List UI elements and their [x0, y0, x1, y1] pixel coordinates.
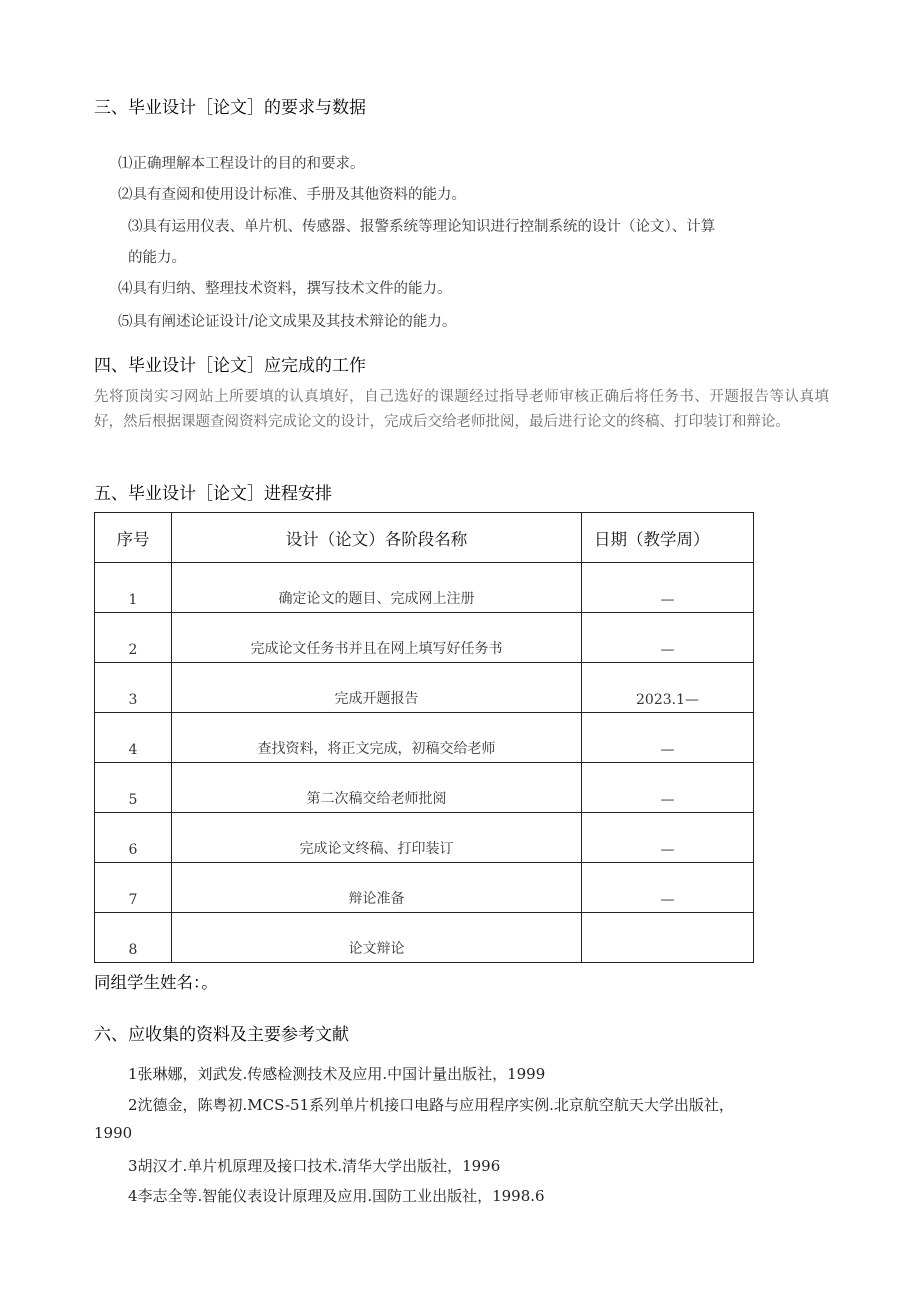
table-row	[95, 763, 754, 813]
row-stage-name: 确定论文的题目、完成网上注册	[172, 563, 582, 613]
table-row	[95, 713, 754, 763]
reference-2: 2沈德金，陈粤初.MCS-51系列单片机接口电路与应用程序实例.北京航空航天大学出版社，	[128, 1096, 734, 1114]
section6-title: 六、应收集的资料及主要参考文献	[94, 1025, 349, 1045]
row-stage-name: 完成论文任务书并且在网上填写好任务书	[172, 613, 582, 663]
row-stage-name: 论文辩论	[172, 913, 582, 963]
requirement-item-3-cont: 的能力。	[128, 250, 186, 266]
requirement-item-5: ⑸具有阐述论证设计/论文成果及其技术辩论的能力。	[118, 314, 457, 330]
reference-2-cont: 1990	[94, 1124, 133, 1142]
header-number: 序号	[95, 513, 172, 563]
reference-4: 4李志全等.智能仪表设计原理及应用.国防工业出版社，1998.6	[128, 1187, 545, 1205]
header-stage-name: 设计（论文）各阶段名称	[172, 513, 582, 563]
requirement-item-3: ⑶具有运用仪表、单片机、传感器、报警系统等理论知识进行控制系统的设计（论文）、计算	[128, 219, 716, 235]
table-header-row	[95, 513, 754, 563]
row-date	[582, 913, 754, 963]
row-number: 4	[95, 713, 172, 763]
header-date: 日期（教学周）	[582, 513, 754, 563]
requirement-item-2: ⑵具有查阅和使用设计标准、手册及其他资料的能力。	[118, 187, 466, 203]
schedule-table	[94, 512, 754, 963]
section3-title: 三、毕业设计［论文］的要求与数据	[94, 98, 366, 118]
table-row	[95, 563, 754, 613]
table-row	[95, 613, 754, 663]
row-number: 5	[95, 763, 172, 813]
group-members-label: 同组学生姓名：。	[94, 973, 218, 992]
row-number: 7	[95, 863, 172, 913]
row-date: —	[582, 863, 754, 913]
row-stage-name: 完成论文终稿、打印装订	[172, 813, 582, 863]
row-number: 8	[95, 913, 172, 963]
requirement-item-1: ⑴正确理解本工程设计的目的和要求。	[118, 156, 365, 172]
requirement-item-4: ⑷具有归纳、整理技术资料，撰写技术文件的能力。	[118, 281, 452, 297]
row-date: —	[582, 613, 754, 663]
row-stage-name: 完成开题报告	[172, 663, 582, 713]
row-date: —	[582, 713, 754, 763]
section5-title: 五、毕业设计［论文］进程安排	[94, 484, 332, 504]
table-row	[95, 813, 754, 863]
row-stage-name: 辩论准备	[172, 863, 582, 913]
row-number: 1	[95, 563, 172, 613]
row-number: 6	[95, 813, 172, 863]
row-date: —	[582, 563, 754, 613]
section4-paragraph: 先将顶岗实习网站上所要填的认真填好，自己选好的课题经过指导老师审核正确后将任务书、开题报告等认真填好，然后根据课题查阅资料完成论文的设计，完成后交给老师批阅，最后进行论文的终稿、打印装订和辩论。	[94, 389, 829, 430]
reference-3: 3胡汉才.单片机原理及接口技术.清华大学出版社，1996	[128, 1157, 501, 1175]
row-date: —	[582, 813, 754, 863]
row-number: 3	[95, 663, 172, 713]
row-number: 2	[95, 613, 172, 663]
row-date: —	[582, 763, 754, 813]
section4-title: 四、毕业设计［论文］应完成的工作	[94, 356, 366, 376]
table-row	[95, 913, 754, 963]
row-stage-name: 第二次稿交给老师批阅	[172, 763, 582, 813]
table-row	[95, 863, 754, 913]
table-row	[95, 663, 754, 713]
reference-1: 1张琳娜，刘武发.传感检测技术及应用.中国计量出版社，1999	[128, 1065, 546, 1083]
row-stage-name: 查找资料，将正文完成，初稿交给老师	[172, 713, 582, 763]
row-date: 2023.1—	[582, 663, 754, 713]
